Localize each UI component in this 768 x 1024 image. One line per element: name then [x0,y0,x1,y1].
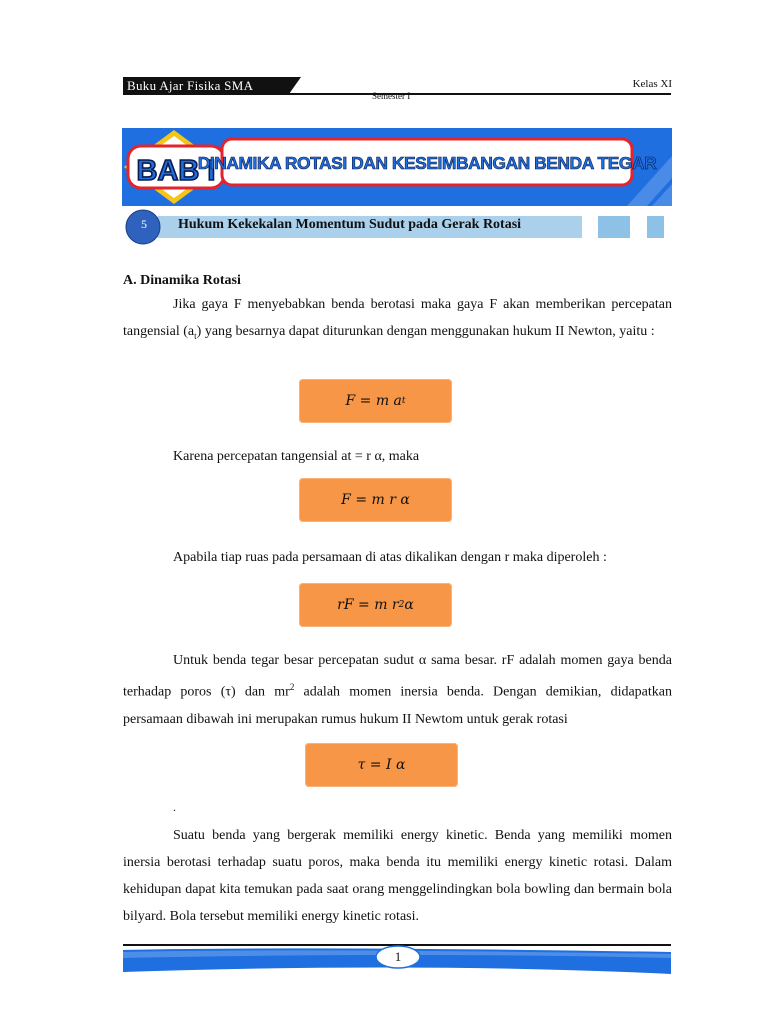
section-number: 5 [141,217,147,231]
section-title: Hukum Kekekalan Momentum Sudut pada Gerak Rotasi [178,217,522,232]
formula-3-b: α [404,597,414,613]
chapter-title: DINAMIKA ROTASI DAN KESEIMBANGAN BENDA TEGAR [197,153,657,173]
paragraph-4 [123,647,672,733]
chapter-banner [122,128,672,206]
formula-box-4 [305,743,458,787]
formula-1-subscript: t [401,396,406,406]
paragraph-4-text-a: Untuk benda tegar besar percepatan sudut α sama besar. rF adalah momen gaya benda terhadap poros (τ) dan mr [123,653,672,700]
paragraph-1 [123,291,672,350]
stray-dot: . [173,800,176,814]
paragraph-1-text-b: ) yang besarnya dapat diturunkan dengan menggunakan hukum II Newton, yaitu : [196,324,655,339]
formula-3-a: rF = m r [337,597,399,613]
section-heading: A. Dinamika Rotasi [123,273,241,288]
paragraph-2: Karena percepatan tangensial at = r α, maka [173,449,420,464]
paragraph-1-text-a: Jika gaya F menyebabkan benda berotasi maka gaya F akan memberikan percepatan tangensial (a [123,297,672,339]
paragraph-5 [123,822,672,930]
formula-box-3 [299,583,452,627]
header-class-label: Kelas XI [632,78,672,90]
paragraph-3: Apabila tiap ruas pada persamaan di atas dikalikan dengan r maka diperoleh : [173,550,607,565]
paragraph-4-superscript: 2 [289,682,295,692]
chapter-label: BAB I [136,155,216,187]
formula-4: τ = I α [357,757,406,773]
formula-box-2 [299,478,452,522]
formula-box-1 [299,379,452,423]
formula-1: F = m a [345,393,402,409]
paragraph-1-subscript: t [194,330,197,341]
paragraph-5-text: Suatu benda yang bergerak memiliki energy kinetic. Benda yang memiliki momen inersia berotasi terhadap suatu poros, maka benda itu memiliki energy kinetic rotasi. Dalam kehidupan dapat kita temukan pada saat orang menggelindingkan bola bowling dan bermain bola bilyard. Bola tersebut memiliki energy kinetic rotasi. [123,828,672,924]
page-number: 1 [394,949,402,964]
header-book-title: Buku Ajar Fisika SMA [123,77,290,94]
header-tab-corner [289,77,301,94]
formula-3-superscript: 2 [398,600,405,610]
paragraph-4-text-b: adalah momen inersia benda. Dengan demikian, didapatkan persamaan dibawah ini merupakan rumus hukum II Newtom untuk gerak rotasi [123,684,672,727]
header-semester: Semester I [372,91,411,101]
formula-2: F = m r α [341,492,410,508]
